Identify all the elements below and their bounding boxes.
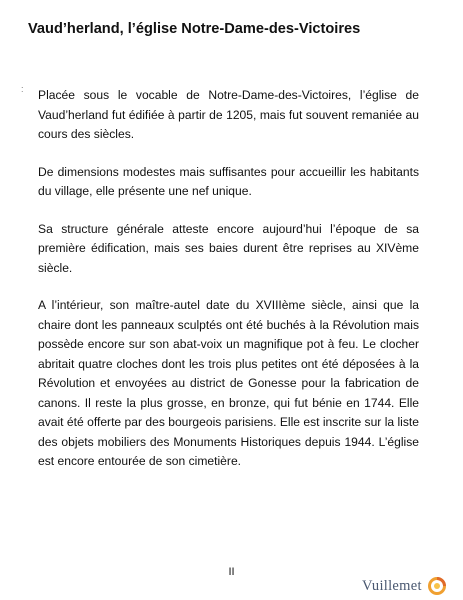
paragraph: Sa structure générale atteste encore aujourd’hui l’époque de sa première édification, mais ses baies durent être reprises au XIVème siècle. xyxy=(38,221,419,275)
watermark-text: Vuillemet xyxy=(362,578,422,594)
watermark xyxy=(362,576,447,596)
margin-mark: : xyxy=(21,84,24,94)
body-text xyxy=(38,86,419,472)
page-title: Vaud’herland, l’église Notre-Dame-des-Victoires xyxy=(28,21,361,37)
vuillemet-logo-icon xyxy=(427,576,447,596)
paragraph: A l’intérieur, son maître-autel date du XVIIIème siècle, ainsi que la chaire dont les panneaux sculptés ont été buchés à la Révolution mais possède encore sur son abat-voix un magnifique pot à feu. Le clocher abritait quatre cloches dont les trois plus petites ont été déposées à la Révolution et envoyées au district de Gonesse pour la fabrication de canons. Il reste la plus grosse, en bronze, qui fut bénie en 1744. Elle avait été offerte par des bourgeois parisiens. Elle est inscrite sur la liste des objets mobiliers des Monuments Historiques depuis 1944. L’église est encore entourée de son cimetière. xyxy=(38,298,419,468)
page-number: II xyxy=(228,566,235,578)
paragraph: Placée sous le vocable de Notre-Dame-des-Victoires, l’église de Vaud’herland fut édifiée à partir de 1205, mais fut souvent remaniée au cours des siècles. xyxy=(38,88,419,141)
paragraph: De dimensions modestes mais suffisantes pour accueillir les habitants du village, elle présente une nef unique. xyxy=(38,164,419,198)
